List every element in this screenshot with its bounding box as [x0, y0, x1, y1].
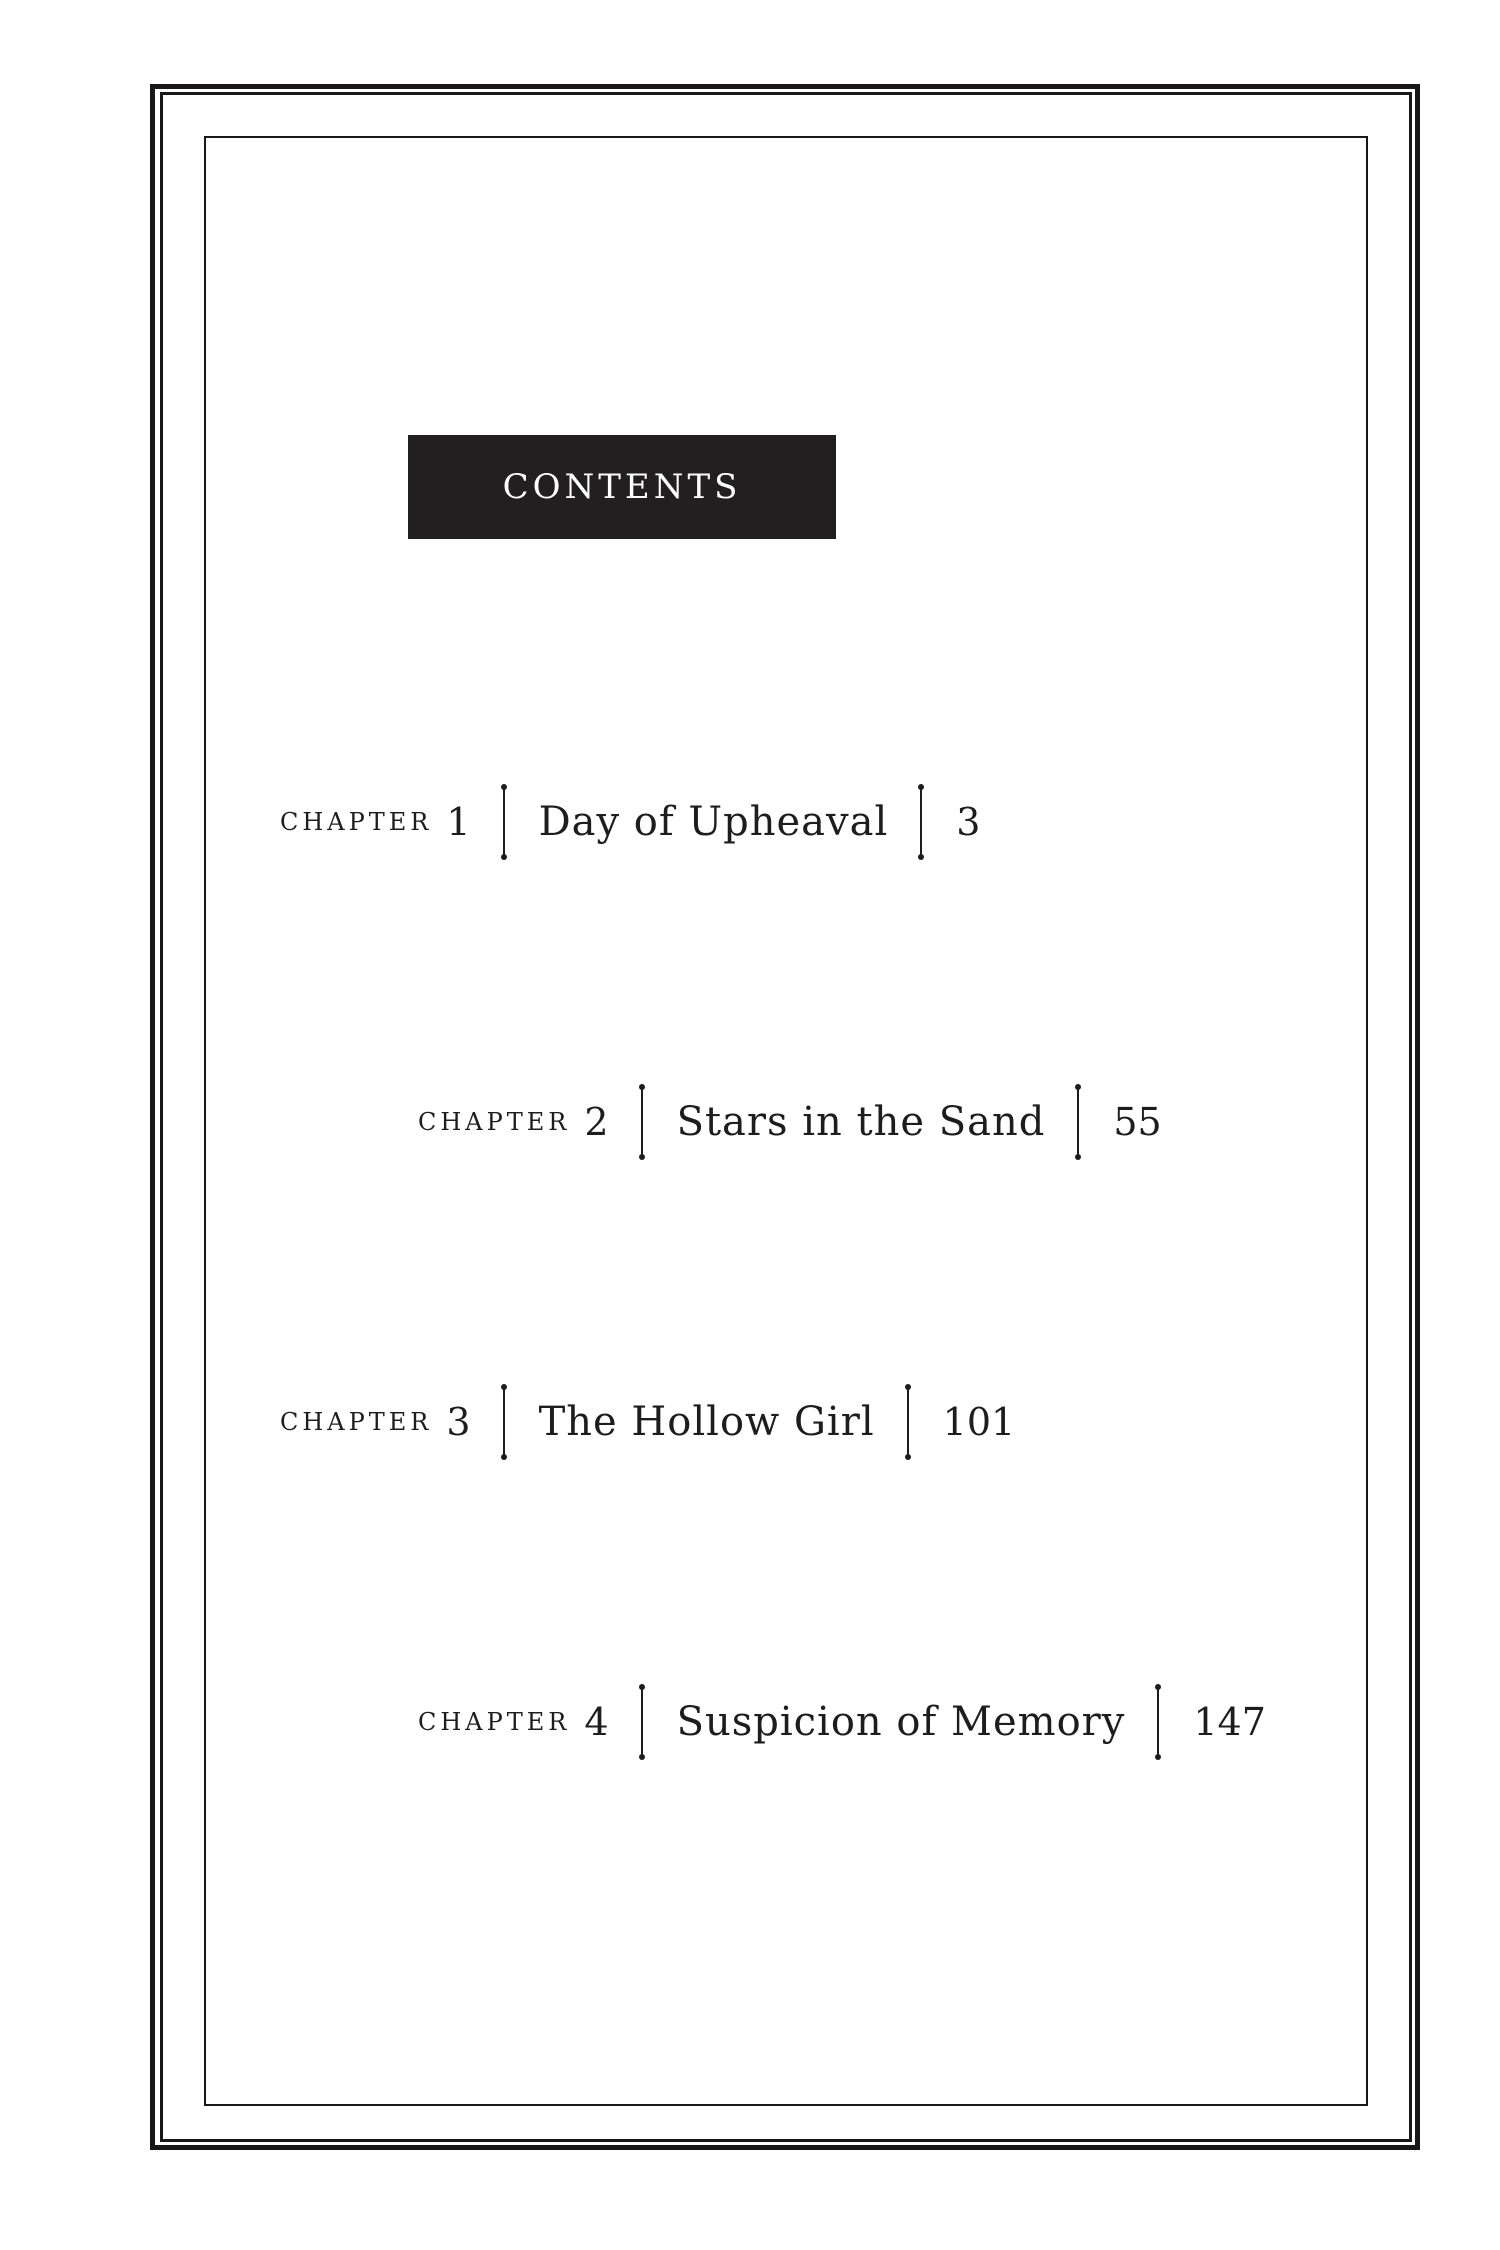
toc-entry-chapter-1[interactable] — [280, 782, 980, 862]
chapter-number: 2 — [584, 1100, 609, 1144]
chapter-title: Stars in the Sand — [676, 1099, 1046, 1145]
toc-entry-chapter-4[interactable] — [418, 1682, 1266, 1762]
chapter-page-number: 55 — [1113, 1100, 1162, 1144]
separator — [641, 1687, 643, 1757]
chapter-page-number: 147 — [1193, 1700, 1266, 1744]
separator — [920, 787, 922, 857]
chapter-title: Suspicion of Memory — [676, 1699, 1126, 1745]
toc-entry-chapter-3[interactable] — [280, 1382, 1015, 1462]
chapter-label: CHAPTER — [280, 1408, 433, 1436]
chapter-number: 3 — [446, 1400, 471, 1444]
chapter-label: CHAPTER — [418, 1108, 571, 1136]
separator — [641, 1087, 643, 1157]
chapter-number: 4 — [584, 1700, 609, 1744]
separator — [1077, 1087, 1079, 1157]
chapter-label: CHAPTER — [418, 1708, 571, 1736]
chapter-title: Day of Upheaval — [538, 799, 889, 845]
contents-heading: CONTENTS — [502, 467, 742, 507]
separator — [503, 787, 505, 857]
contents-heading-box — [408, 435, 836, 539]
toc-entry-chapter-2[interactable] — [418, 1082, 1162, 1162]
chapter-number: 1 — [446, 800, 471, 844]
chapter-page-number: 3 — [956, 800, 981, 844]
separator — [1157, 1687, 1159, 1757]
chapter-page-number: 101 — [942, 1400, 1016, 1444]
separator — [907, 1387, 909, 1457]
separator — [503, 1387, 505, 1457]
chapter-label: CHAPTER — [280, 808, 433, 836]
chapter-title: The Hollow Girl — [538, 1399, 875, 1445]
